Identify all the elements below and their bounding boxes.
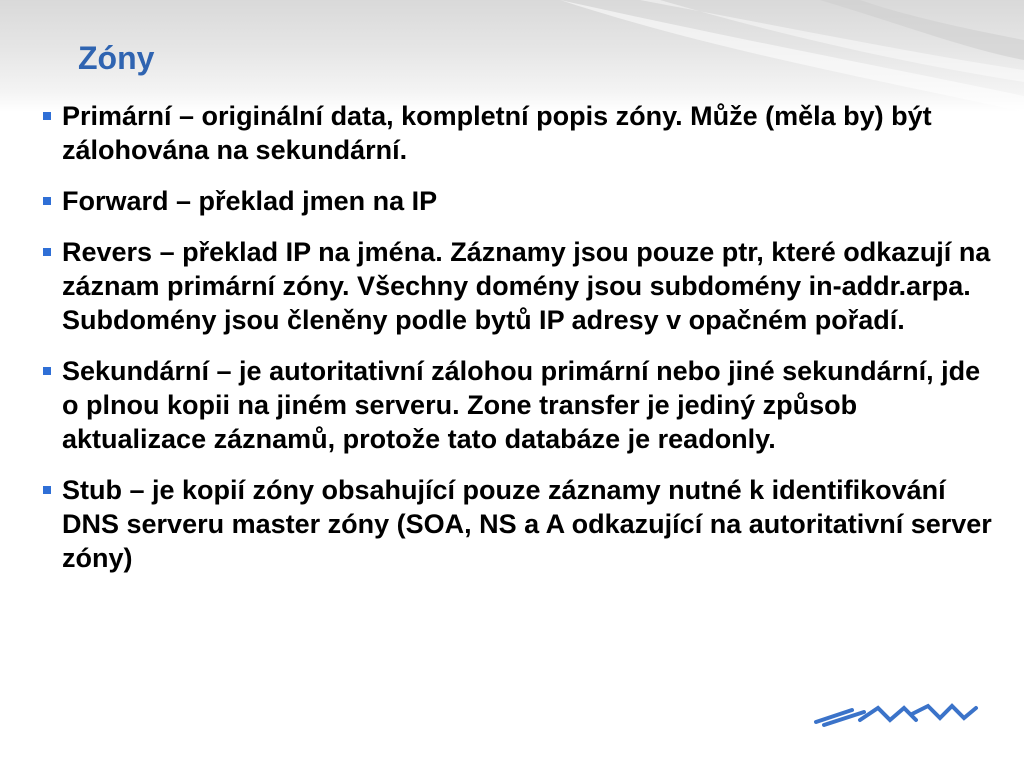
slide-title: Zóny bbox=[78, 40, 155, 76]
bullet-item bbox=[40, 99, 1000, 167]
bullet-text: Forward – překlad jmen na IP bbox=[62, 186, 438, 216]
square-bullet-icon bbox=[43, 248, 51, 256]
square-bullet-icon bbox=[43, 112, 51, 120]
square-bullet-icon bbox=[43, 486, 51, 494]
bullet-text: Sekundární – je autoritativní zálohou primární nebo jiné sekundární, jde o plnou kopii na jiném serveru. Zone transfer je jediný způsob aktualizace záznamů, protože tato databáze je readonly. bbox=[62, 356, 981, 454]
bullet-text: Primární – originální data, kompletní popis zóny. Může (měla by) být zálohována na sekundární. bbox=[62, 101, 932, 165]
bullet-item bbox=[40, 184, 1000, 218]
bullet-item bbox=[40, 354, 1000, 456]
wave-logo-icon bbox=[812, 702, 980, 728]
bullet-list bbox=[40, 99, 1000, 592]
bullet-item bbox=[40, 473, 1000, 575]
bullet-text: Revers – překlad IP na jména. Záznamy jsou pouze ptr, které odkazují na záznam primární zóny. Všechny domény jsou subdomény in-addr.arpa. Subdomény jsou členěny podle bytů IP adresy v opačném pořadí. bbox=[62, 237, 991, 335]
square-bullet-icon bbox=[43, 197, 51, 205]
bullet-text: Stub – je kopií zóny obsahující pouze záznamy nutné k identifikování DNS serveru master zóny (SOA, NS a A odkazující na autoritativní server zóny) bbox=[62, 475, 992, 573]
bullet-item bbox=[40, 235, 1000, 337]
square-bullet-icon bbox=[43, 367, 51, 375]
